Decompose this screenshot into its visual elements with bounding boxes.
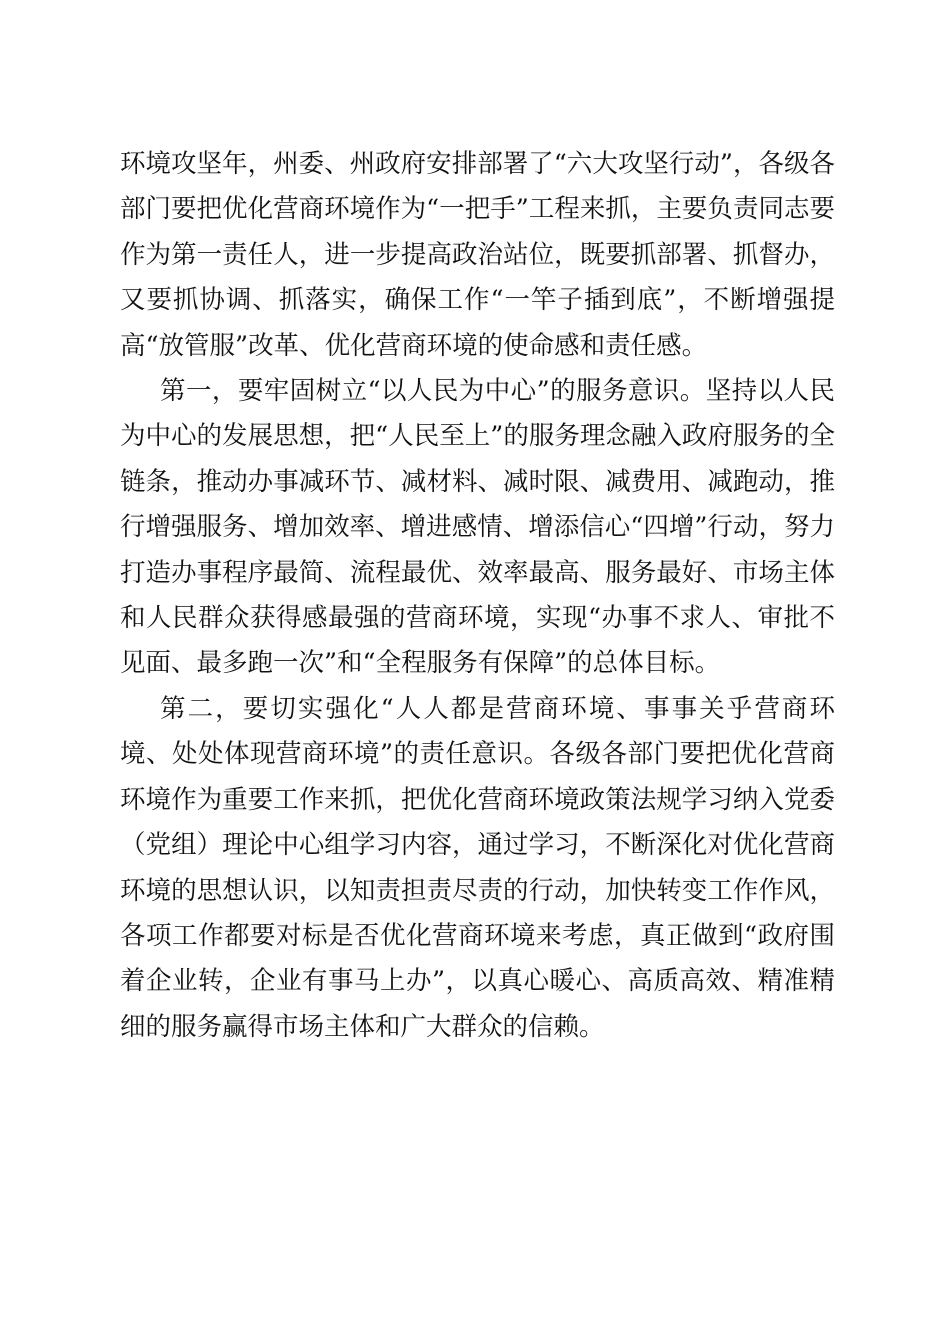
paragraph-continuation: 环境攻坚年，州委、州政府安排部署了“六大攻坚行动”，各级各部门要把优化营商环境作为“一把手”工程来抓，主要负责同志要作为第一责任人，进一步提高政治站位，既要抓部署、抓督办，又要抓协调、抓落实，确保工作“一竿子插到底”，不断增强提高“放管服”改革、优化营商环境的使命感和责任感。 <box>120 149 835 361</box>
paragraph-first-point: 第一，要牢固树立“以人民为中心”的服务意识。坚持以人民为中心的发展思想，把“人民至上”的服务理念融入政府服务的全链条，推动办事减环节、减材料、减时限、减费用、减跑动，推行增强服务、增加效率、增进感情、增添信心“四增”行动，努力打造办事程序最简、流程最优、效率最高、服务最好、市场主体和人民群众获得感最强的营商环境，实现“办事不求人、审批不见面、最多跑一次”和“全程服务有保障”的总体目标。 <box>120 376 835 679</box>
paragraph-second-point: 第二，要切实强化“人人都是营商环境、事事关乎营商环境、处处体现营商环境”的责任意识。各级各部门要把优化营商环境作为重要工作来抓，把优化营商环境政策法规学习纳入党委（党组）理论中心组学习内容，通过学习，不断深化对优化营商环境的思想认识，以知责担责尽责的行动，加快转变工作作风，各项工作都要对标是否优化营商环境来考虑，真正做到“政府围着企业转，企业有事马上办”，以真心暖心、高质高效、精准精细的服务赢得市场主体和广大群众的信赖。 <box>120 693 835 1042</box>
document-body <box>120 142 835 1050</box>
